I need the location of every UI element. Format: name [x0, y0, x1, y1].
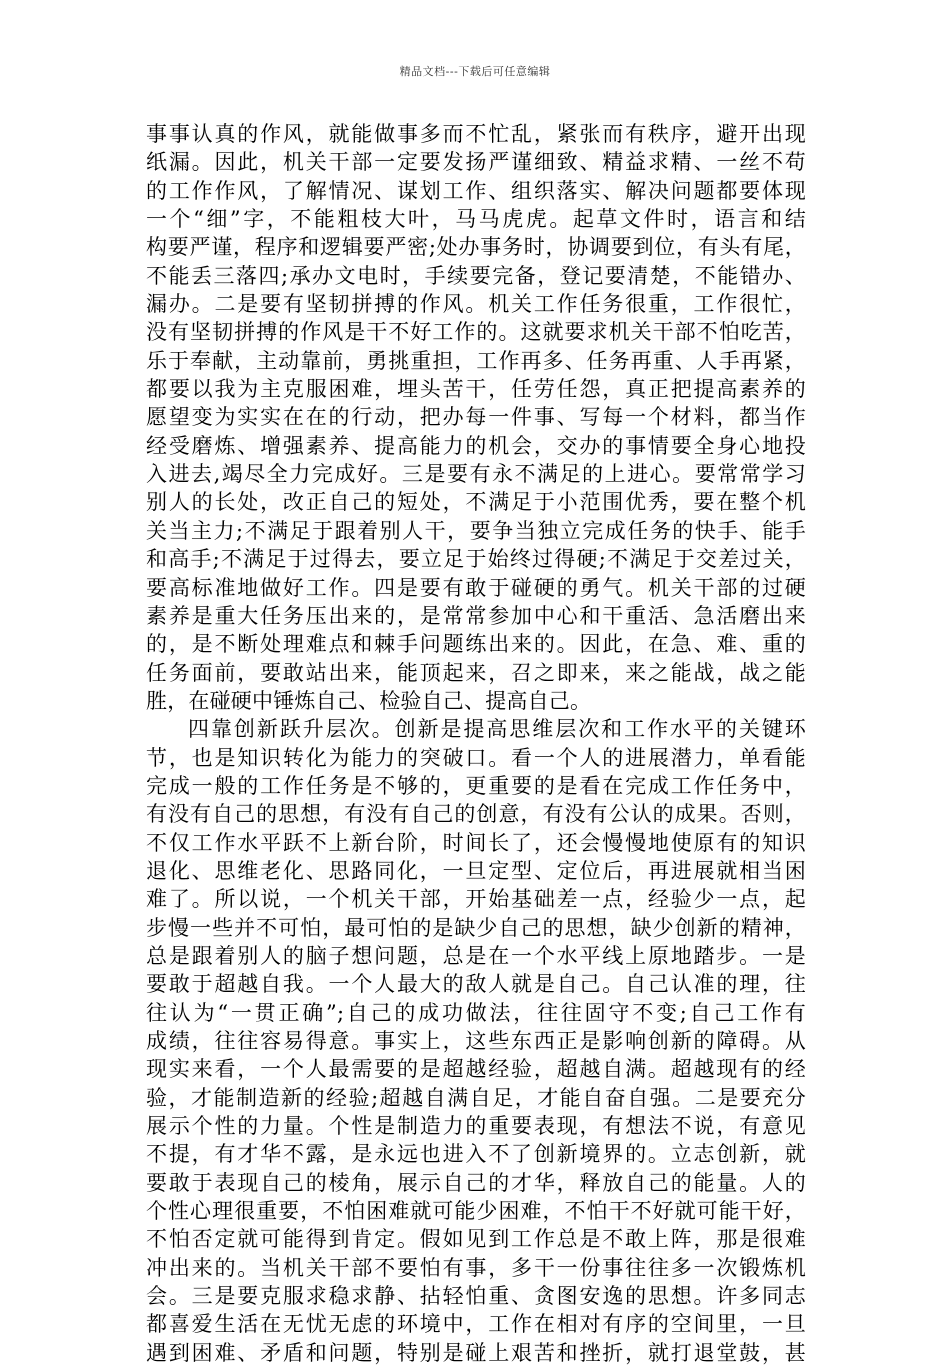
- text-line: 愿望变为实实在在的行动，把办每一件事、写每一个材料，都当作: [146, 405, 806, 430]
- text-line: 难了。所以说，一个机关干部，开始基础差一点，经验少一点，起: [146, 887, 806, 912]
- text-line: 完成一般的工作任务是不够的，更重要的是看在完成工作任务中，: [146, 773, 806, 798]
- text-line: 构要严谨，程序和逻辑要严密;处办事务时，协调要到位，有头有尾，: [146, 235, 806, 260]
- text-line: 步慢一些并不可怕，最可怕的是缺少自己的思想，缺少创新的精神，: [146, 915, 806, 940]
- paragraph: [146, 120, 806, 715]
- text-line: 的，是不断处理难点和棘手问题练出来的。因此，在急、难、重的: [146, 632, 806, 657]
- text-line: 都喜爱生活在无忧无虑的环境中，工作在相对有序的空间里，一旦: [146, 1312, 806, 1337]
- text-line: 入进去,竭尽全力完成好。三是要有永不满足的上进心。要常常学习: [146, 462, 806, 487]
- text-line: 别人的长处，改正自己的短处，不满足于小范围优秀，要在整个机: [146, 490, 806, 515]
- text-line: 素养是重大任务压出来的，是常常参加中心和干重活、急活磨出来: [146, 603, 806, 628]
- text-line: 退化、思维老化、思路同化，一旦定型、定位后，再进展就相当困: [146, 858, 806, 883]
- text-line: 胜，在碰硬中锤炼自己、检验自己、提高自己。: [146, 688, 592, 713]
- text-line: 四靠创新跃升层次。创新是提高思维层次和工作水平的关键环: [188, 717, 806, 742]
- page-header: 精品文档---下载后可任意编辑: [399, 65, 551, 78]
- text-line: 关当主力;不满足于跟着别人干，要争当独立完成任务的快手、能手: [146, 518, 806, 543]
- text-line: 有没有自己的思想，有没有自己的创意，有没有公认的成果。否则，: [146, 802, 806, 827]
- text-line: 现实来看，一个人最需要的是超越经验，超越自满。超越现有的经: [146, 1057, 806, 1082]
- text-line: 要敢于表现自己的棱角，展示自己的才华，释放自己的能量。人的: [146, 1170, 806, 1195]
- document-body: [146, 120, 806, 1367]
- text-line: 总是跟着别人的脑子想问题，总是在一个水平线上原地踏步。一是: [146, 943, 806, 968]
- text-line: 和高手;不满足于过得去，要立足于始终过得硬;不满足于交差过关，: [146, 547, 806, 572]
- text-line: 成绩，往往容易得意。事实上，这些东西正是影响创新的障碍。从: [146, 1029, 806, 1053]
- text-line: 纸漏。因此，机关干部一定要发扬严谨细致、精益求精、一丝不苟: [146, 150, 806, 175]
- text-line: 漏办。二是要有坚韧拼搏的作风。机关工作任务很重，工作很忙，: [146, 292, 806, 317]
- text-line: 往认为“一贯正确”;自己的成功做法，往往固守不变;自己工作有: [146, 1000, 806, 1025]
- text-line: 都要以我为主克服困难，埋头苦干，任劳任怨，真正把提高素养的: [146, 377, 806, 402]
- text-line: 事事认真的作风，就能做事多而不忙乱，紧张而有秩序，避开出现: [146, 122, 806, 146]
- text-line: 要高标准地做好工作。四是要有敢于碰硬的勇气。机关干部的过硬: [146, 575, 806, 600]
- text-line: 不怕否定就可能得到肯定。假如见到工作总是不敢上阵，那是很难: [146, 1227, 806, 1252]
- text-line: 展示个性的力量。个性是制造力的重要表现，有想法不说，有意见: [146, 1114, 806, 1139]
- text-line: 乐于奉献，主动靠前，勇挑重担，工作再多、任务再重、人手再紧，: [146, 348, 806, 373]
- text-line: 遇到困难、矛盾和问题，特别是碰上艰苦和挫折，就打退堂鼓，甚: [146, 1340, 806, 1365]
- paragraph: [146, 715, 806, 1367]
- text-line: 节，也是知识转化为能力的突破口。看一个人的进展潜力，单看能: [146, 745, 806, 770]
- text-line: 不仅工作水平跃不上新台阶，时间长了，还会慢慢地使原有的知识: [146, 830, 806, 855]
- text-line: 的工作作风，了解情况、谋划工作、组织落实、解决问题都要体现: [146, 178, 806, 203]
- text-line: 个性心理很重要，不怕困难就可能少困难，不怕干不好就可能干好，: [146, 1199, 806, 1224]
- text-line: 冲出来的。当机关干部不要怕有事，多干一份事往往多一次锻炼机: [146, 1255, 806, 1280]
- text-line: 要敢于超越自我。一个人最大的敌人就是自己。自己认准的理，往: [146, 972, 806, 997]
- text-line: 一个“细”字，不能粗枝大叶，马马虎虎。起草文件时，语言和结: [146, 207, 806, 232]
- text-line: 任务面前，要敢站出来，能顶起来，召之即来，来之能战，战之能: [146, 660, 806, 685]
- text-line: 验，才能制造新的经验;超越自满自足，才能自奋自强。二是要充分: [146, 1085, 806, 1110]
- text-line: 会。三是要克服求稳求静、拈轻怕重、贪图安逸的思想。许多同志: [146, 1284, 806, 1309]
- text-line: 没有坚韧拼搏的作风是干不好工作的。这就要求机关干部不怕吃苦，: [146, 320, 806, 345]
- text-line: 经受磨炼、增强素养、提高能力的机会，交办的事情要全身心地投: [146, 433, 806, 458]
- text-line: 不能丢三落四;承办文电时，手续要完备，登记要清楚，不能错办、: [146, 263, 806, 288]
- text-line: 不提，有才华不露，是永远也进入不了创新境界的。立志创新，就: [146, 1142, 806, 1167]
